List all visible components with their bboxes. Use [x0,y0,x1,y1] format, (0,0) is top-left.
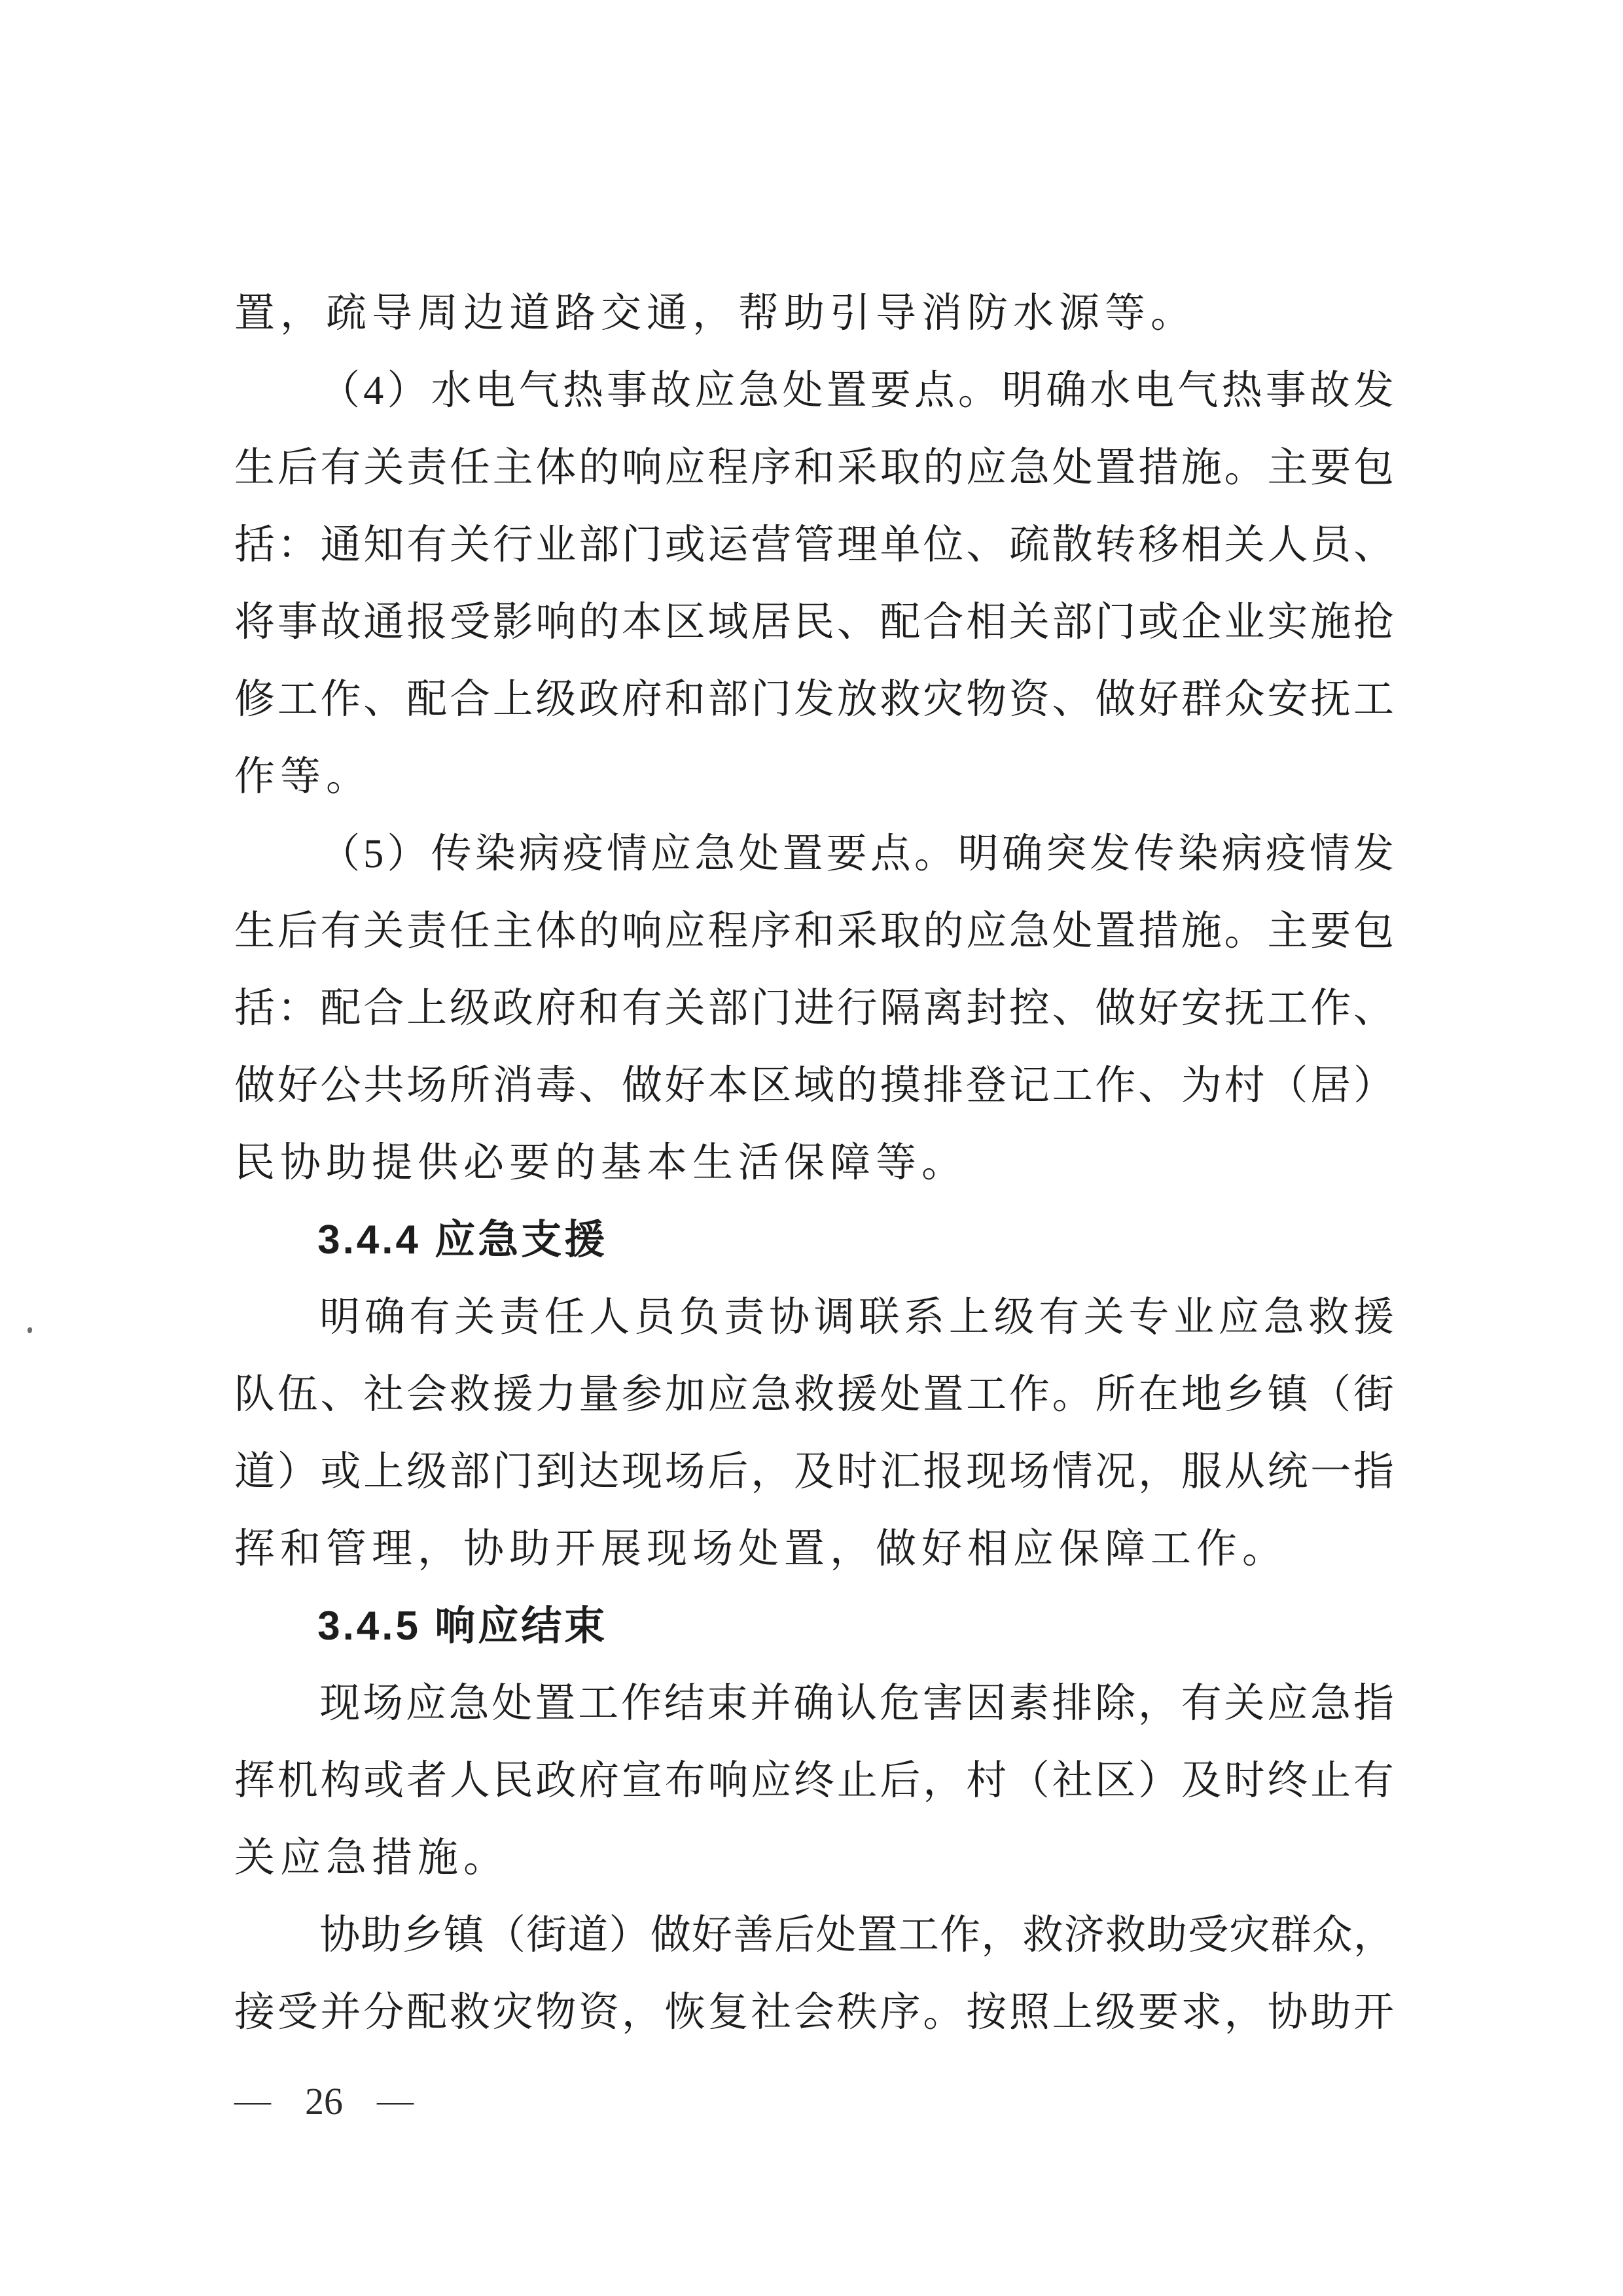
text-line: 作等。 [234,755,372,799]
text-line: 做好公共场所消毒、做好本区域的摸排登记工作、为村（居） [234,1064,1394,1108]
text-line: （4）水电气热事故应急处置要点。明确水电气热事故发 [319,368,1394,413]
text-line: 民协助提供必要的基本生活保障等。 [234,1141,968,1185]
text-line: 队伍、社会救援力量参加应急救援处置工作。所在地乡镇（街 [234,1372,1394,1417]
text-line: 括：配合上级政府和有关部门进行隔离封控、做好安抚工作、 [234,986,1394,1031]
text-line: 修工作、配合上级政府和部门发放救灾物资、做好群众安抚工 [234,677,1394,722]
page-footer [234,2070,414,2132]
text-line: 明确有关责任人员负责协调联系上级有关专业应急救援 [319,1295,1394,1340]
text-line: （5）传染病疫情应急处置要点。明确突发传染病疫情发 [319,832,1394,876]
document-text-column [234,275,1394,2051]
text-line: 关应急措施。 [234,1836,510,1880]
footer-dash-right: — [377,2083,414,2119]
text-line: 挥机构或者人民政府宣布响应终止后，村（社区）及时终止有 [234,1759,1394,1803]
text-line: 协助乡镇（街道）做好善后处置工作，救济救助受灾群众， [319,1913,1394,1958]
text-line: 道）或上级部门到达现场后，及时汇报现场情况，服从统一指 [234,1450,1394,1494]
page-number: 26 [305,2079,343,2123]
text-line: 置，疏导周边道路交通，帮助引导消防水源等。 [234,291,1197,336]
text-line: 现场应急处置工作结束并确认危害因素排除，有关应急指 [319,1681,1394,1726]
text-line: 生后有关责任主体的响应程序和采取的应急处置措施。主要包 [234,909,1394,954]
text-line: 挥和管理，协助开展现场处置，做好相应保障工作。 [234,1527,1289,1571]
text-line: 括：通知有关行业部门或运营管理单位、疏散转移相关人员、 [234,523,1394,567]
text-line: 生后有关责任主体的响应程序和采取的应急处置措施。主要包 [234,446,1394,490]
section-heading: 3.4.4 应急支援 [317,1217,608,1263]
text-line: 将事故通报受影响的本区域居民、配合相关部门或企业实施抢 [234,600,1394,645]
text-line: 接受并分配救灾物资，恢复社会秩序。按照上级要求，协助开 [234,1990,1394,2035]
scan-artifact-speck [27,1327,32,1333]
section-heading: 3.4.5 响应结束 [317,1604,608,1649]
footer-dash-left: — [234,2083,271,2119]
